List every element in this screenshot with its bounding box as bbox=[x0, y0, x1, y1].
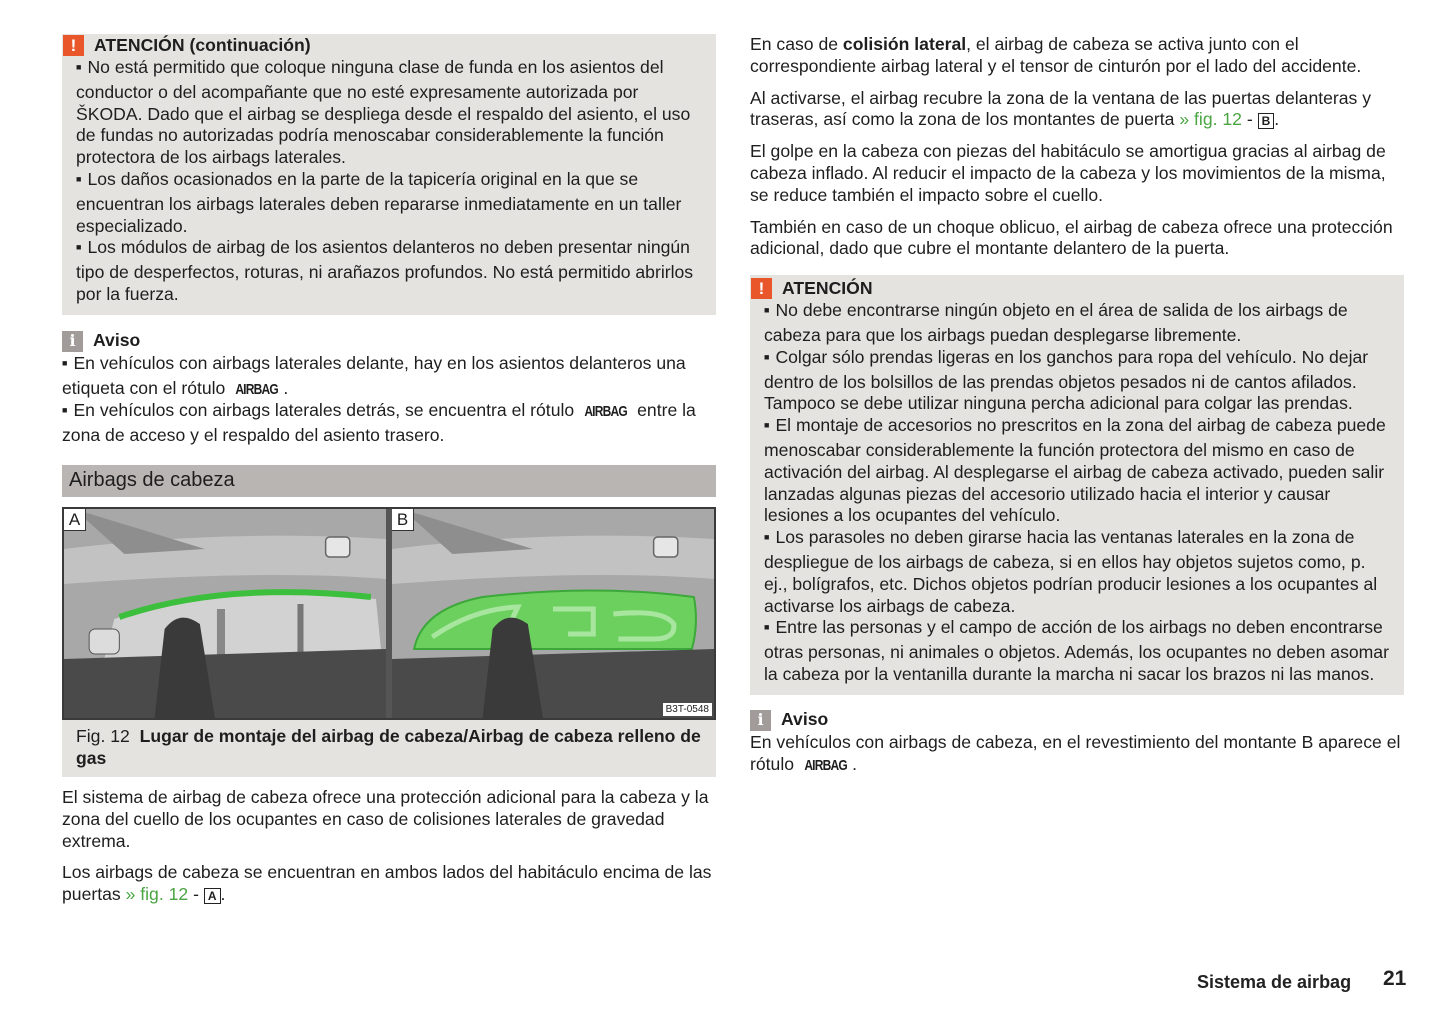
caption-number: Fig. 12 bbox=[76, 725, 130, 746]
warning-header bbox=[70, 34, 702, 57]
notice-text-part: En vehículos con airbags de cabeza, en el revestimiento del montante B aparece el rótulo bbox=[750, 731, 1401, 774]
airbag-label: AIRBAG bbox=[804, 756, 847, 774]
notice-title: Aviso bbox=[781, 709, 829, 730]
notice-box bbox=[750, 709, 1404, 777]
exclamation-icon: ! bbox=[751, 278, 772, 299]
warning-item: ■ Los parasoles no deben girarse hacia las ventanas laterales en la zona de despliegue de los airbags de cabeza, si en ellos hay objetos sujetos como, p. ej., bolígrafos, etc. Dichos objetos podrían producir lesiones a los ocupantes al activarse los airbags de cabeza. bbox=[764, 527, 1390, 617]
car-interior-illustration-b bbox=[392, 509, 714, 718]
info-icon: i bbox=[750, 710, 771, 731]
body-paragraph bbox=[62, 862, 716, 906]
warning-box bbox=[750, 275, 1404, 695]
warning-item: ■ Colgar sólo prendas ligeras en los ganchos para ropa del vehículo. No dejar dentro de los bolsillos de las prendas objetos pesados ni de cantos afilados. Tampoco se debe utilizar ninguna percha adicional para colgar las prendas. bbox=[764, 347, 1390, 415]
body-paragraph: El golpe en la cabeza con piezas del habitáculo se amortigua gracias al airbag de cabeza inflado. Al reducir el impacto de la cabeza y los movimientos de la misma, se reduce también el impacto sobre el cuello. bbox=[750, 141, 1386, 205]
warning-item: ■ El montaje de accesorios no prescritos en la zona del airbag de cabeza puede menoscabar considerablemente la función protectora del mismo en caso de activación del airbag. Al desplegarse el airbag de cabeza activado, pueden salir lanzadas algunas piezas del accesorio utilizado hacia el interior y causar lesiones a los ocupantes del vehículo. bbox=[764, 415, 1390, 527]
right-column bbox=[750, 34, 1404, 776]
airbag-label: AIRBAG bbox=[235, 380, 279, 398]
footer-section-title: Sistema de airbag bbox=[1197, 972, 1352, 992]
warning-item: ■ No está permitido que coloque ninguna clase de funda en los asientos del conductor o del acompañante que no esté expresamente autorizada por ŠKODA. Dado que el airbag se despliega desde el respaldo del asiento, el uso de fundas no autorizadas podría menoscabar considerablemente la función protectora de los airbags laterales. bbox=[76, 57, 702, 169]
airbag-label: AIRBAG bbox=[584, 403, 627, 421]
body-paragraph bbox=[750, 88, 1404, 132]
notice-header bbox=[750, 709, 1404, 732]
paragraph-text: . bbox=[1274, 109, 1280, 130]
left-column bbox=[62, 34, 716, 906]
caption-text: Lugar de montaje del airbag de cabeza/Airbag de cabeza relleno de gas bbox=[76, 725, 701, 768]
car-interior-illustration-a bbox=[64, 509, 386, 718]
warning-title: ATENCIÓN (continuación) bbox=[94, 34, 311, 55]
warning-item: ■ Entre las personas y el campo de acción de los airbags no deben encontrarse otras personas, ni animales o objetos. Además, los ocupantes no deben asomar la cabeza por la ventanilla durante la marcha ni sacar los brazos ni las manos. bbox=[764, 617, 1390, 685]
figure-code: B3T-0548 bbox=[663, 703, 712, 716]
paragraph-text: . bbox=[220, 884, 226, 905]
notice-box bbox=[62, 330, 716, 447]
paragraph-text: , el airbag de cabeza se activa junto con el correspondiente airbag lateral y el tensor de cinturón por el lado del accidente. bbox=[750, 34, 1362, 76]
warning-item: ■ Los módulos de airbag de los asientos delanteros no deben presentar ningún tipo de desperfectos, roturas, ni arañazos profundos. No está permitido abrirlos por la fuerza. bbox=[76, 237, 702, 305]
figure-caption bbox=[62, 720, 716, 777]
separator: - bbox=[1241, 109, 1258, 130]
body-paragraph: También en caso de un choque oblicuo, el airbag de cabeza ofrece una protección adicional, dado que cubre el montante delantero de la puerta. bbox=[750, 216, 1393, 259]
section-heading: Airbags de cabeza bbox=[62, 465, 716, 497]
notice-text: En vehículos con airbags laterales detrás, se encuentra el rótulo bbox=[73, 400, 580, 421]
body-paragraph: El sistema de airbag de cabeza ofrece una protección adicional para la cabeza y la zona del cuello de los ocupantes en caso de colisiones laterales de gravedad extrema. bbox=[62, 786, 709, 851]
paragraph-text: En caso de bbox=[750, 34, 843, 54]
figure-link[interactable]: » fig. 12 bbox=[125, 884, 189, 905]
emphasis-text: colisión lateral bbox=[842, 34, 967, 54]
figure-label-a: A bbox=[64, 509, 86, 531]
warning-item: ■ No debe encontrarse ningún objeto en el área de salida de los airbags de cabeza para que los airbags puedan desplegarse libremente. bbox=[764, 300, 1390, 347]
warning-title: ATENCIÓN bbox=[782, 277, 873, 298]
figure-link[interactable]: » fig. 12 bbox=[1179, 109, 1242, 130]
figure-ref-a: A bbox=[204, 888, 221, 904]
info-icon: i bbox=[62, 331, 83, 352]
page-number: 21 bbox=[1383, 967, 1407, 990]
separator: - bbox=[188, 884, 204, 905]
notice-text bbox=[750, 732, 1404, 777]
figure-panel-a bbox=[64, 509, 386, 718]
figure-panel-b bbox=[392, 509, 714, 718]
notice-title: Aviso bbox=[93, 330, 141, 351]
figure-ref-b: B bbox=[1258, 113, 1275, 129]
warning-item: ■ Los daños ocasionados en la parte de la tapicería original en la que se encuentran los airbags laterales deben repararse inmediatamente en un taller especializado. bbox=[76, 169, 702, 237]
exclamation-icon: ! bbox=[63, 35, 84, 56]
figure-label-b: B bbox=[392, 509, 414, 531]
notice-text-part: . bbox=[852, 753, 857, 774]
notice-item bbox=[62, 353, 716, 401]
paragraph-text: Al activarse, el airbag recubre la zona de la ventana de las puertas delanteras y traseras, así como la zona de los montantes de puerta bbox=[750, 87, 1372, 130]
notice-text: entre la zona de acceso y el respaldo del asiento trasero. bbox=[62, 400, 696, 446]
notice-header bbox=[62, 330, 716, 353]
body-paragraph bbox=[750, 34, 1404, 78]
notice-text: . bbox=[283, 377, 289, 398]
warning-header bbox=[758, 277, 1390, 300]
notice-text: En vehículos con airbags laterales delante, hay en los asientos delanteros una etiqueta con el rótulo bbox=[62, 352, 686, 398]
notice-item bbox=[62, 400, 716, 447]
warning-box-continued bbox=[62, 34, 716, 315]
paragraph-text: Los airbags de cabeza se encuentran en ambos lados del habitáculo encima de las puertas bbox=[62, 862, 712, 905]
figure-12 bbox=[62, 507, 716, 720]
